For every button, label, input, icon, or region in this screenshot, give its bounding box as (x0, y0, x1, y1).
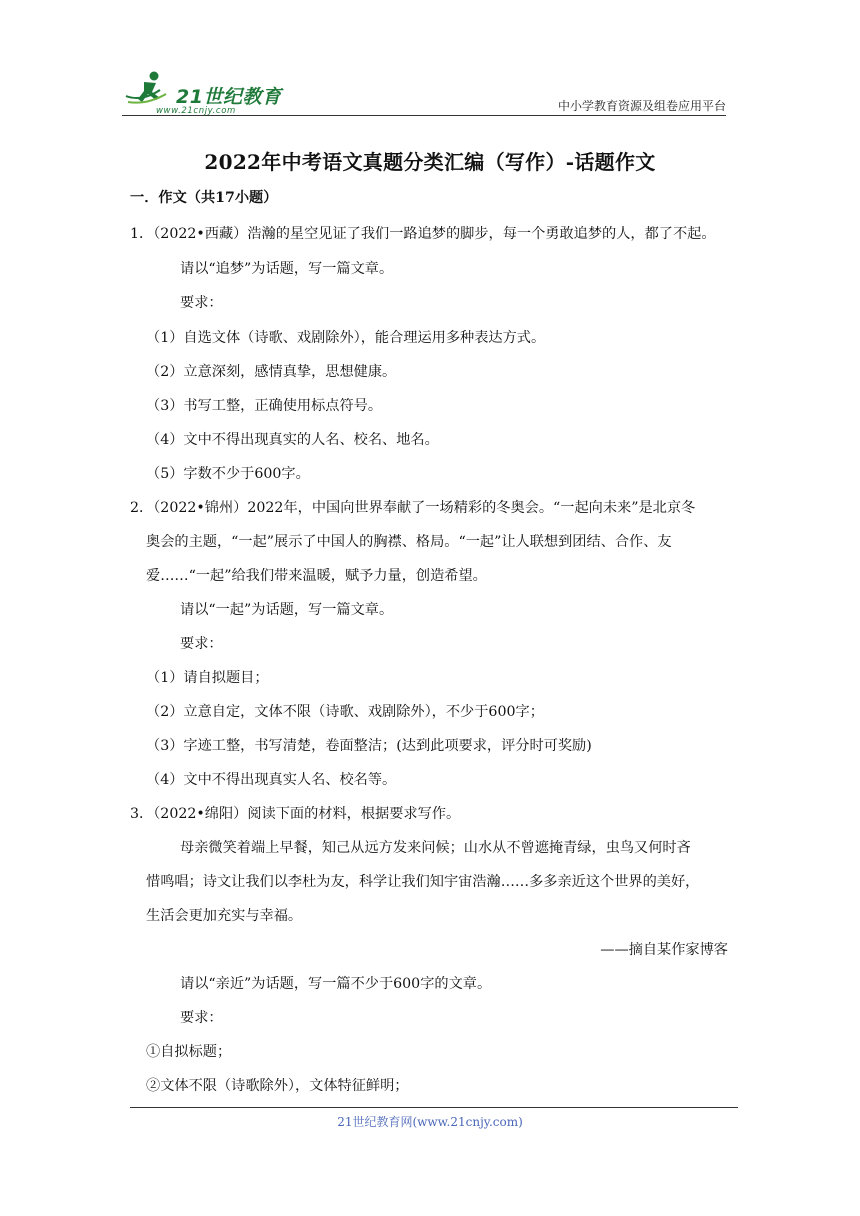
question-2-requirement: （4）文中不得出现真实人名、校名等。 (146, 772, 397, 788)
runner-logo-icon (122, 70, 178, 110)
question-3-requirement: ②文体不限（诗歌除外），文体特征鲜明； (146, 1078, 409, 1094)
question-3-material: 惜鸣唱；诗文让我们以李杜为友，科学让我们知宇宙浩瀚……多多亲近这个世界的美好， (146, 874, 700, 890)
question-2-stem-cont: 奥会的主题，“一起”展示了中国人的胸襟、格局。“一起”让人联想到团结、合作、友 (146, 534, 672, 550)
question-1-requirement: （3）书写工整，正确使用标点符号。 (146, 398, 383, 414)
question-1-requirement: （2）立意深刻，感情真挚，思想健康。 (146, 364, 397, 380)
question-1-prompt: 请以“追梦”为话题，写一篇文章。 (180, 261, 394, 277)
logo-text: 21世纪教育 (176, 86, 282, 108)
footer-divider (130, 1107, 738, 1108)
question-2-requirement: （1）请自拟题目； (146, 670, 269, 686)
question-3-prompt: 请以“亲近”为话题，写一篇不少于600字的文章。 (180, 976, 492, 992)
question-1-requirement: （5）字数不少于600字。 (146, 466, 310, 482)
question-1-requirement: （4）文中不得出现真实的人名、校名、地名。 (146, 432, 439, 448)
question-2-requirement: （3）字迹工整，书写清楚，卷面整洁；(达到此项要求，评分时可奖励) (146, 738, 592, 754)
question-2-requirement: （2）立意自定，文体不限（诗歌、戏剧除外），不少于600字； (146, 704, 544, 720)
page-header (122, 62, 726, 118)
question-3-stem: 3．（2022•绵阳）阅读下面的材料，根据要求写作。 (130, 806, 461, 822)
question-3-requirement: ①自拟标题； (146, 1044, 232, 1060)
question-2-stem: 2．（2022•锦州）2022年，中国向世界奉献了一场精彩的冬奥会。“一起向未来”是北京冬 (130, 500, 696, 516)
question-3-material: 母亲微笑着端上早餐，知己从远方发来问候；山水从不曾遮掩青绿，虫鸟又何时吝 (180, 840, 691, 856)
question-2-stem-cont: 爱……“一起”给我们带来温暖，赋予力量，创造希望。 (146, 568, 487, 584)
site-logo[interactable] (122, 70, 292, 114)
question-3-requirements-label: 要求： (180, 1010, 223, 1026)
question-3-material: 生活会更加充实与幸福。 (146, 908, 303, 924)
footer-link[interactable]: 21世纪教育网(www.21cnjy.com) (337, 1115, 523, 1129)
question-1-requirements-label: 要求： (180, 295, 223, 311)
question-1-stem: 1．（2022•西藏）浩瀚的星空见证了我们一路追梦的脚步，每一个勇敢追梦的人，都了不起。 (130, 226, 716, 242)
question-2-requirements-label: 要求： (180, 636, 223, 652)
question-2-prompt: 请以“一起”为话题，写一篇文章。 (180, 602, 394, 618)
document-title: 2022年中考语文真题分类汇编（写作）-话题作文 (204, 150, 656, 174)
question-1-requirement: （1）自选文体（诗歌、戏剧除外），能合理运用多种表达方式。 (146, 330, 546, 346)
header-platform-text: 中小学教育资源及组卷应用平台 (557, 99, 726, 113)
section-heading: 一．作文（共17小题） (130, 190, 278, 206)
header-divider (122, 115, 726, 116)
logo-url: www.21cnjy.com (156, 106, 236, 116)
question-3-source: ——摘自某作家博客 (600, 942, 728, 958)
